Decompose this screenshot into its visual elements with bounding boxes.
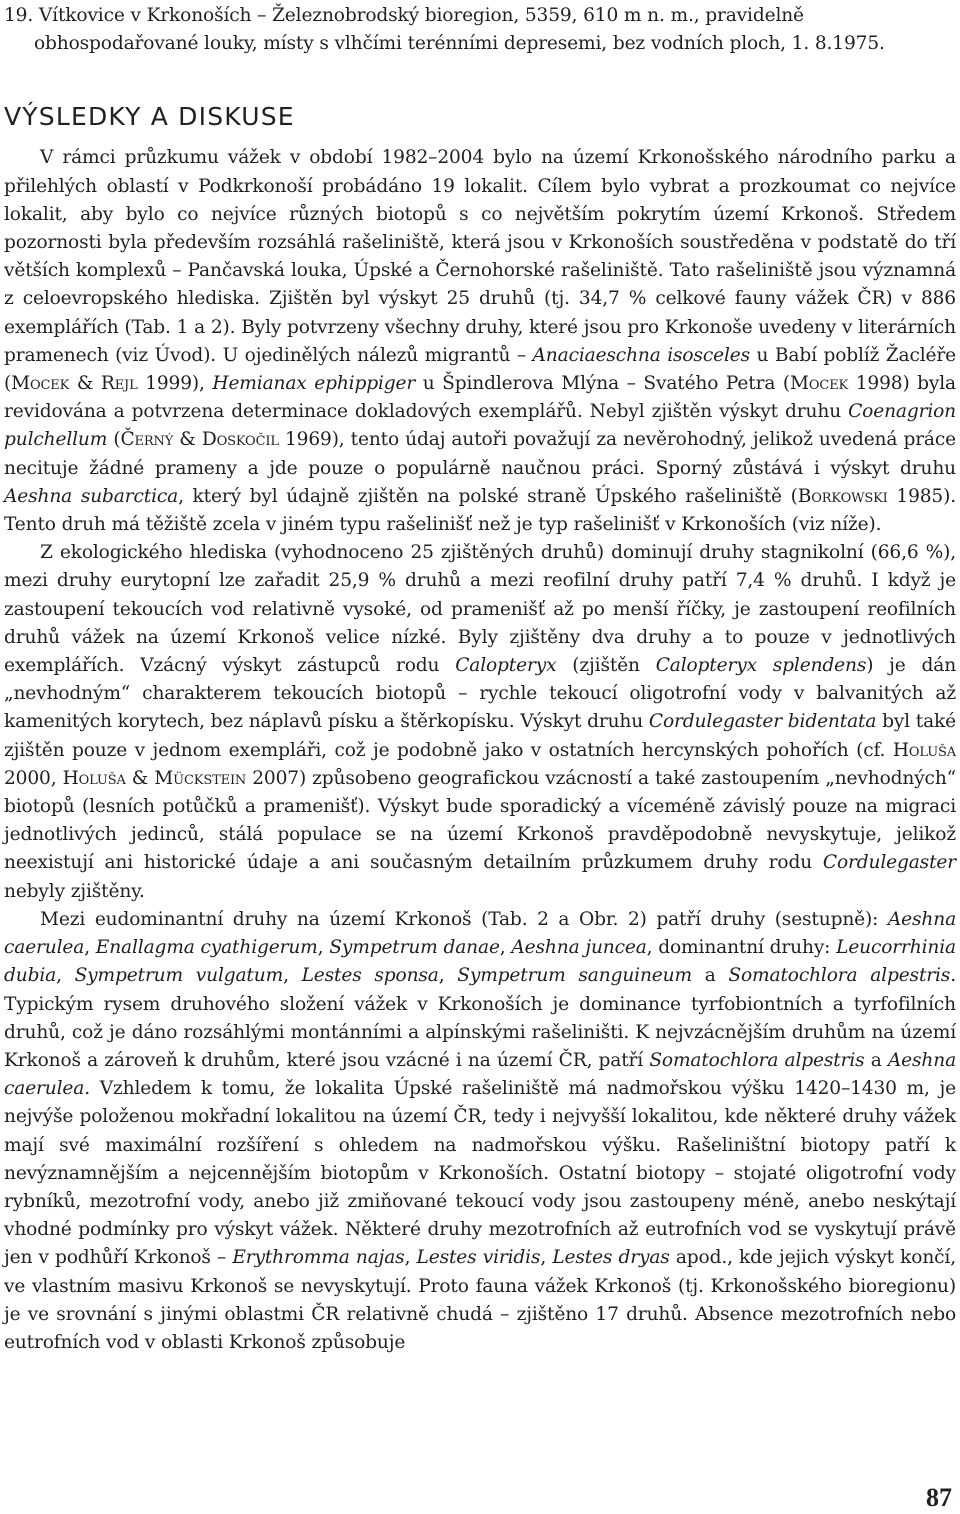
page-body	[4, 2, 956, 1357]
species-name: Cordulegaster	[822, 852, 956, 874]
text-run: V rámci průzkumu vážek v období 1982–2004 bylo na území Krkonošského národního parku a přilehlých oblastí v Podkrkonoší probádáno 19 lokalit. Cílem bylo vybrat a prozkoumat co nejvíce lokalit, aby bylo co nejvíce různých biotopů s co největším pokrytím území Krkonoš. Středem pozornosti byla především rozsáhlá rašeliniště, která jsou v Krkonoších soustředěna v podstatě do tří větších komplexů – Pančavská louka, Úpské a Černohorské rašeliniště. Tato rašeliniště jsou významná z celoevropského hlediska. Zjištěn byl výskyt 25 druhů (tj. 34,7 % celkové fauny vážek ČR) v 886 exemplářích (Tab. 1 a 2). Byly potvrzeny všechny druhy, které jsou pro Krkonoše uvedeny v literárních pramenech (viz Úvod). U ojedinělých nálezů migrantů –	[4, 147, 956, 366]
species-name: Aeshna caerulea	[4, 908, 956, 959]
paragraph-1	[4, 144, 956, 539]
text-run: nebyly zjištěny.	[4, 880, 145, 902]
text-run: Typickým rysem druhového složení vážek v Krkonoších je dominance tyrfobiontních a tyrfofilních druhů, což je dáno rozsáhlými montánními a alpínskými rašeliništi. K nejvzácnějším druhům na území Krkonoš a zároveň k druhům, které jsou vzácné i na území ČR, patří	[4, 993, 956, 1071]
species-name: Aeshna juncea	[511, 937, 647, 959]
species-name: Aeshna caerulea.	[4, 1049, 956, 1100]
author-citation: Borkowski	[797, 485, 888, 507]
text-run: ,	[540, 1247, 553, 1269]
text-run: &	[125, 767, 155, 789]
author-citation: Doskočil	[201, 429, 279, 451]
text-run: , který byl údajně zjištěn na polské straně Úpského rašeliniště (	[178, 485, 798, 507]
text-run: Z ekologického hlediska (vyhodnoceno 25 zjištěných druhů) dominují druhy stagnikolní (66,6 %), mezi druhy eurytopní lze zařadit 25,9 % druhů a mezi reofilní druhy patří 7,4 % druhů. I když je zastoupení tekoucích vod relativně vysoké, od pramenišť až po menší říčky, je zastoupení reofilních druhů vážek na území Krkonoš velice nízké. Byly zjištěny dva druhy a to pouze v jednotlivých exemplářích. Vzácný výskyt zástupců rodu	[4, 542, 956, 677]
text-run: &	[69, 373, 101, 395]
text-run: ,	[499, 937, 512, 959]
author-citation: Holuša	[62, 767, 126, 789]
text-run: ,	[404, 1247, 417, 1269]
species-name: Lestes sponsa	[301, 965, 439, 987]
species-name: Erythromma najas	[232, 1247, 405, 1269]
text-run: u Babí poblíž Žacléře (	[4, 344, 956, 395]
text-run: a	[691, 965, 729, 987]
text-run: &	[173, 429, 202, 451]
author-citation: Rejl	[100, 373, 138, 395]
text-run: 2000,	[4, 767, 63, 789]
text-run: byl také zjištěn pouze v jednom exempláři, což je podobně jako v ostatních hercynských pohořích (cf.	[4, 711, 957, 761]
text-run: Mezi eudominantní druhy na území Krkonoš (Tab. 2 a Obr. 2) patří druhy (sestupně):	[40, 908, 888, 930]
species-name: Calopteryx splendens	[655, 655, 867, 677]
text-run: (zjištěn	[556, 655, 656, 677]
species-name: Somatochlora alpestris.	[728, 965, 956, 987]
text-run: ,	[283, 965, 302, 987]
author-citation: Mocek	[11, 373, 70, 395]
text-run: 1999),	[137, 373, 213, 395]
species-name: Cordulegaster bidentata	[648, 711, 877, 733]
text-run: 2007) způsobeno geografickou vzácností a také zastoupením „nevhodných“ biotopů (lesních potůčků a pramenišť). Výskyt bude sporadický a víceméně závislý pouze na migraci jednotlivých jedinců, stálá populace se na území Krkonoš pravděpodobně nevyskytuje, jelikož neexistují ani historické údaje a ani současným detailním průzkumem druhy rodu	[4, 767, 956, 874]
author-citation: Černý	[120, 429, 174, 451]
text-run: , dominantní druhy:	[646, 937, 837, 959]
species-name: Hemianax ephippiger	[212, 373, 416, 395]
text-run: apod., kde jejich výskyt končí, ve vlastním masivu Krkonoš se nevyskytují. Proto fauna vážek Krkonoš (tj. Krkonošského bioregionu) je ve srovnání s jinými oblastmi ČR relativně chudá – zjištěno 17 druhů. Absence mezotrofních nebo eutrofních vod v oblasti Krkonoš způsobuje	[4, 1247, 956, 1353]
species-name: Anaciaeschna isosceles	[532, 344, 750, 366]
page-number: 87	[926, 1483, 952, 1512]
text-run: 1985). Tento druh má těžiště zcela v jiném typu rašelinišť než je typ rašelinišť v Krkonoších (viz níže).	[4, 485, 956, 536]
species-name: Lestes viridis	[416, 1247, 541, 1269]
species-name: Aeshna subarctica	[4, 485, 179, 507]
text-run: u Špindlerova Mlýna – Svatého Petra (	[415, 373, 790, 395]
species-name: Leucorrhinia dubia	[4, 937, 956, 987]
text-run: (	[107, 429, 121, 451]
species-name: Calopteryx	[455, 655, 557, 677]
text-run: ) je dán „nevhodným“ charakterem tekoucích biotopů – rychle tekoucí oligotrofní vody v balvanitých až kamenitých korytech, bez náplavů písku a štěrkopísku. Výskyt druhu	[4, 655, 957, 733]
author-citation: Holuša	[892, 739, 956, 761]
paragraph-2	[4, 539, 956, 906]
text-run: ,	[56, 965, 75, 987]
species-name: Sympetrum danae	[329, 937, 500, 959]
species-name: Lestes dryas	[552, 1247, 670, 1269]
species-name: Enallagma cyathigerum	[95, 937, 318, 959]
species-name: Coenagrion pulchellum	[4, 401, 956, 451]
text-run: a	[864, 1049, 888, 1071]
text-run: ,	[84, 937, 96, 959]
text-run: 1969), tento údaj autoři považují za nevěrohodný, jelikož uvedená práce necituje žádné prameny a jde pouze o populárně naučnou práci. Sporný zůstává i výskyt druhu	[4, 429, 956, 479]
locality-entry: 19. Vítkovice v Krkonoších – Železnobrodský bioregion, 5359, 610 m n. m., pravidelně obhospodařované louky, místy s vlhčími terénními depresemi, bez vodních ploch, 1. 8.1975.	[4, 5, 885, 55]
text-run: ,	[317, 937, 330, 959]
species-name: Somatochlora alpestris	[649, 1049, 865, 1071]
author-citation: Mückstein	[154, 767, 247, 789]
text-run: ,	[438, 965, 458, 987]
paragraph-3	[4, 906, 956, 1357]
text-run: 1998) byla revidována a potvrzena determinace dokladových exemplářů. Nebyl zjištěn výskyt druhu	[4, 373, 956, 423]
species-name: Sympetrum vulgatum	[74, 965, 284, 987]
author-citation: Mocek	[790, 373, 849, 395]
species-name: Sympetrum sanguineum	[457, 965, 692, 987]
text-run: Vzhledem k tomu, že lokalita Úpské rašeliniště má nadmořskou výšku 1420–1430 m, je nejvýše položenou mokřadní lokalitou na území ČR, tedy i nejvyšší lokalitou, kde některé druhy vážek mají své maximální rozšíření s ohledem na nadmořskou výšku. Rašeliništní biotopy patří k nevýznamnějším a nejcennějším biotopům v Krkonoších. Ostatní biotopy – stojaté oligotrofní vody rybníků, mezotrofní vody, anebo již zmiňované tekoucí vody jsou zastoupeny méně, anebo neskýtají vhodné podmínky pro výskyt vážek. Některé druhy mezotrofních až eutrofních vod se vyskytují právě jen v podhůří Krkonoš –	[4, 1078, 956, 1269]
section-heading: VÝSLEDKY A DISKUSE	[4, 102, 295, 132]
